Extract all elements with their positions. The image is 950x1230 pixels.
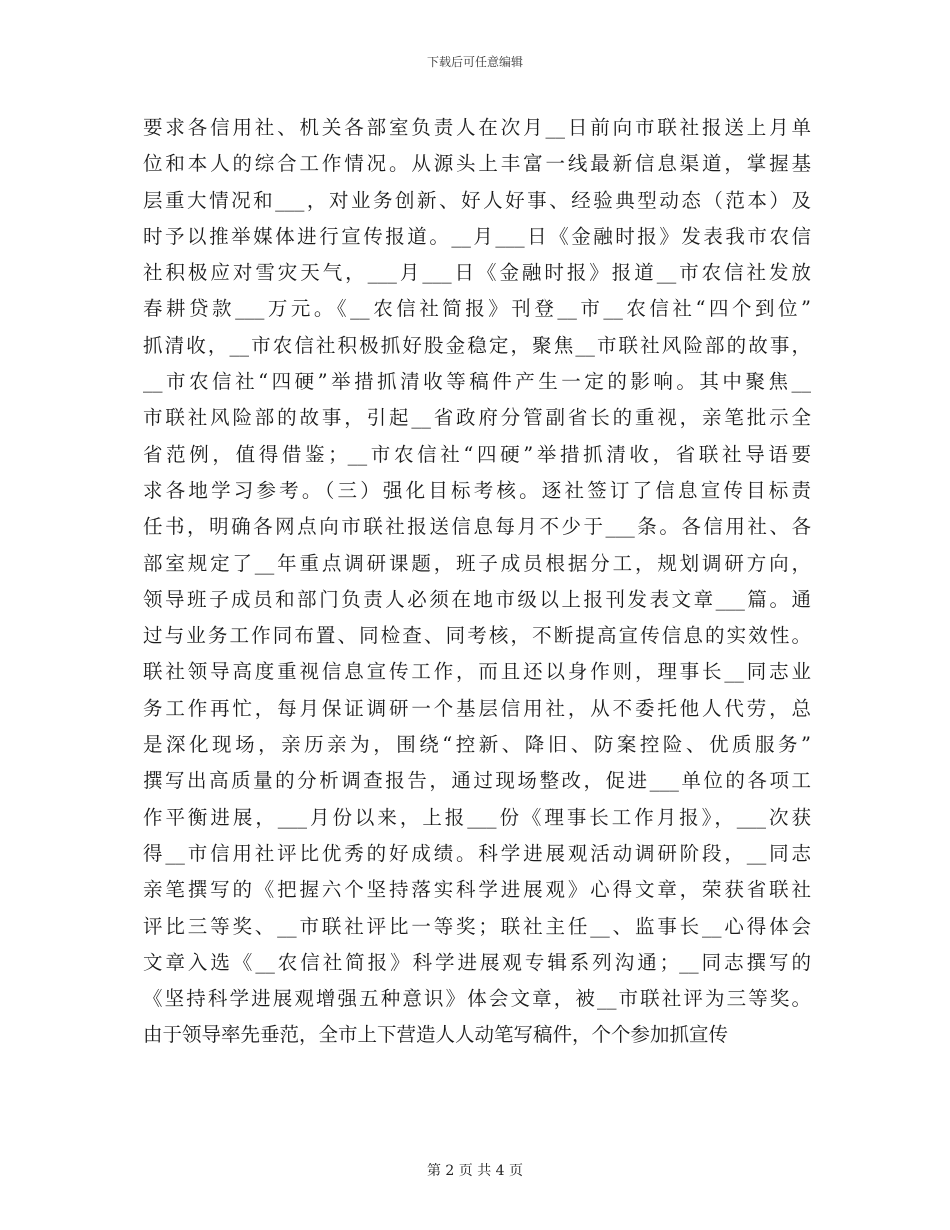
body-line: 领导班子成员和部门负责人必须在地市级以上报刊发表文章___篇。通: [143, 587, 811, 611]
body-line: 市联社风险部的故事，引起__省政府分管副省长的重视，亲笔批示全: [143, 406, 811, 430]
body-line: 抓清收，__市农信社积极抓好股金稳定，聚焦__市联社风险部的故事，: [143, 333, 811, 357]
body-line: 是深化现场，亲历亲为，围绕“控新、降旧、防案控险、优质服务”: [143, 733, 811, 757]
body-line: 位和本人的综合工作情况。从源头上丰富一线最新信息渠道，掌握基: [143, 152, 811, 176]
body-line: 由于领导率先垂范，全市上下营造人人动笔写稿件，个个参加抓宣传: [143, 1023, 729, 1047]
body-line: 部室规定了__年重点调研课题，班子成员根据分工，规划调研方向，: [143, 551, 811, 575]
document-body: [143, 110, 811, 1054]
body-line: __市农信社“四硬”举措抓清收等稿件产生一定的影响。其中聚焦__: [143, 370, 811, 394]
body-line: 过与业务工作同布置、同检查、同考核，不断提高宣传信息的实效性。: [143, 624, 811, 648]
body-line: 省范例，值得借鉴；__市农信社“四硬”举措抓清收，省联社导语要: [143, 442, 811, 466]
body-line: 时予以推举媒体进行宣传报道。__月___日《金融时报》发表我市农信: [143, 224, 811, 248]
page-header: 下载后可任意编辑: [426, 55, 523, 69]
body-line: 《坚持科学进展观增强五种意识》体会文章，被__市联社评为三等奖。: [143, 987, 811, 1011]
body-line: 评比三等奖、__市联社评比一等奖；联社主任__、监事长__心得体会: [143, 914, 811, 938]
body-line: 层重大情况和___，对业务创新、好人好事、经验典型动态（范本）及: [143, 188, 811, 212]
body-line: 求各地学习参考。（三）强化目标考核。逐社签订了信息宣传目标责: [143, 478, 811, 502]
body-line: 撰写出高质量的分析调查报告，通过现场整改，促进___单位的各项工: [143, 769, 811, 793]
body-line: 务工作再忙，每月保证调研一个基层信用社，从不委托他人代劳，总: [143, 696, 811, 720]
body-line: 春耕贷款___万元。《__农信社简报》刊登__市__农信社“四个到位”: [143, 297, 811, 321]
body-line: 作平衡进展，___月份以来，上报___份《理事长工作月报》，___次获: [143, 805, 811, 829]
page-number: 第 2 页 共 4 页: [426, 1163, 524, 1179]
body-line: 亲笔撰写的《把握六个坚持落实科学进展观》心得文章，荣获省联社: [143, 878, 811, 902]
body-line: 社积极应对雪灾天气，___月___日《金融时报》报道__市农信社发放: [143, 261, 811, 285]
body-line: 文章入选《__农信社简报》科学进展观专辑系列沟通；__同志撰写的: [143, 950, 811, 974]
body-line: 得__市信用社评比优秀的好成绩。科学进展观活动调研阶段，__同志: [143, 841, 811, 865]
body-line: 任书，明确各网点向市联社报送信息每月不少于___条。各信用社、各: [143, 515, 811, 539]
body-line: 联社领导高度重视信息宣传工作，而且还以身作则，理事长__同志业: [143, 660, 811, 684]
body-line: 要求各信用社、机关各部室负责人在次月__日前向市联社报送上月单: [143, 116, 811, 139]
